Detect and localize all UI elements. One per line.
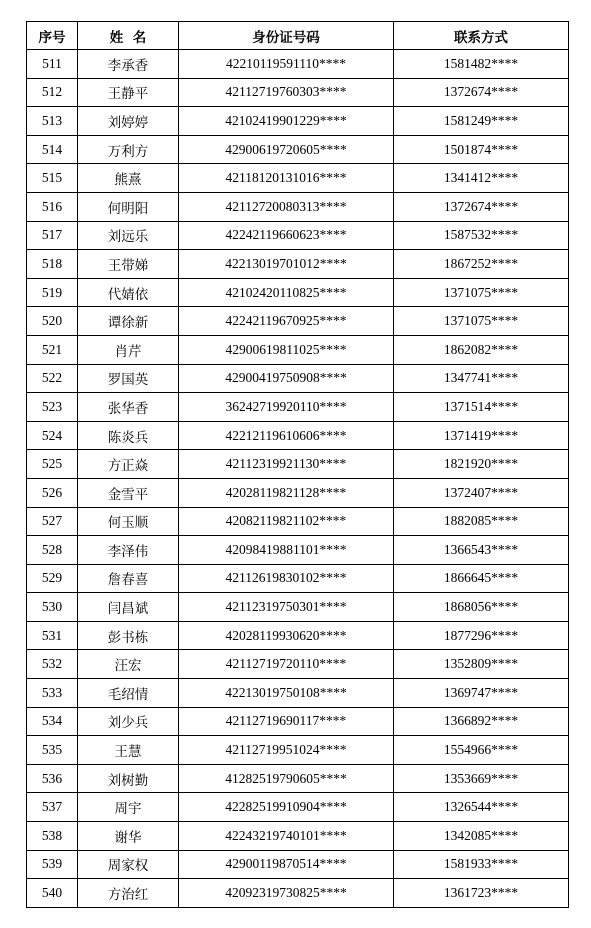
header-seq: 序号 — [27, 22, 78, 50]
id-number-cell: 42243219740101**** — [179, 822, 394, 851]
id-number-cell: 42112719951024**** — [179, 736, 394, 765]
contact-cell: 1372674**** — [394, 78, 569, 107]
table-row — [27, 564, 569, 593]
contact-cell: 1581933**** — [394, 850, 569, 879]
table-row — [27, 335, 569, 364]
seq-cell: 524 — [27, 421, 78, 450]
table-row — [27, 650, 569, 679]
contact-cell: 1554966**** — [394, 736, 569, 765]
name-cell: 李承香 — [78, 50, 179, 79]
contact-cell: 1587532**** — [394, 221, 569, 250]
id-number-cell: 42092319730825**** — [179, 879, 394, 908]
contact-cell: 1867252**** — [394, 250, 569, 279]
contact-cell: 1371075**** — [394, 278, 569, 307]
header-name: 姓 名 — [78, 22, 179, 50]
seq-cell: 515 — [27, 164, 78, 193]
name-cell: 谭徐新 — [78, 307, 179, 336]
table-row — [27, 421, 569, 450]
contact-cell: 1371075**** — [394, 307, 569, 336]
id-number-cell: 42102419901229**** — [179, 107, 394, 136]
table-row — [27, 707, 569, 736]
contact-cell: 1371419**** — [394, 421, 569, 450]
id-number-cell: 42213019750108**** — [179, 679, 394, 708]
seq-cell: 525 — [27, 450, 78, 479]
table-row — [27, 278, 569, 307]
name-cell: 何玉顺 — [78, 507, 179, 536]
name-cell: 肖芹 — [78, 335, 179, 364]
seq-cell: 516 — [27, 192, 78, 221]
table-row — [27, 50, 569, 79]
id-number-cell: 42028119821128**** — [179, 478, 394, 507]
id-number-cell: 42082119821102**** — [179, 507, 394, 536]
seq-cell: 511 — [27, 50, 78, 79]
contact-cell: 1882085**** — [394, 507, 569, 536]
id-number-cell: 42112319750301**** — [179, 593, 394, 622]
seq-cell: 537 — [27, 793, 78, 822]
seq-cell: 512 — [27, 78, 78, 107]
table-row — [27, 450, 569, 479]
contact-cell: 1353669**** — [394, 764, 569, 793]
table-row — [27, 679, 569, 708]
seq-cell: 523 — [27, 393, 78, 422]
seq-cell: 539 — [27, 850, 78, 879]
name-cell: 刘少兵 — [78, 707, 179, 736]
contact-cell: 1372407**** — [394, 478, 569, 507]
seq-cell: 530 — [27, 593, 78, 622]
name-cell: 刘远乐 — [78, 221, 179, 250]
id-number-cell: 36242719920110**** — [179, 393, 394, 422]
name-cell: 汪宏 — [78, 650, 179, 679]
table-row — [27, 850, 569, 879]
name-cell: 陈炎兵 — [78, 421, 179, 450]
name-cell: 熊熹 — [78, 164, 179, 193]
table-header — [27, 22, 569, 50]
id-number-cell: 42112319921130**** — [179, 450, 394, 479]
name-cell: 李泽伟 — [78, 536, 179, 565]
id-number-cell: 42212119610606**** — [179, 421, 394, 450]
contact-cell: 1372674**** — [394, 192, 569, 221]
id-number-cell: 42118120131016**** — [179, 164, 394, 193]
name-cell: 周家权 — [78, 850, 179, 879]
id-number-cell: 42210119591110**** — [179, 50, 394, 79]
id-number-cell: 42112719720110**** — [179, 650, 394, 679]
table-row — [27, 135, 569, 164]
seq-cell: 518 — [27, 250, 78, 279]
table-row — [27, 507, 569, 536]
table-row — [27, 764, 569, 793]
contact-cell: 1342085**** — [394, 822, 569, 851]
name-cell: 谢华 — [78, 822, 179, 851]
seq-cell: 519 — [27, 278, 78, 307]
table-row — [27, 822, 569, 851]
contact-cell: 1352809**** — [394, 650, 569, 679]
id-number-cell: 42242119670925**** — [179, 307, 394, 336]
seq-cell: 522 — [27, 364, 78, 393]
contact-cell: 1862082**** — [394, 335, 569, 364]
seq-cell: 533 — [27, 679, 78, 708]
name-cell: 方治红 — [78, 879, 179, 908]
id-number-cell: 42900419750908**** — [179, 364, 394, 393]
contact-cell: 1369747**** — [394, 679, 569, 708]
contact-cell: 1581249**** — [394, 107, 569, 136]
seq-cell: 520 — [27, 307, 78, 336]
seq-cell: 534 — [27, 707, 78, 736]
name-cell: 刘婷婷 — [78, 107, 179, 136]
name-cell: 罗国英 — [78, 364, 179, 393]
contact-cell: 1371514**** — [394, 393, 569, 422]
name-cell: 毛绍情 — [78, 679, 179, 708]
table-row — [27, 879, 569, 908]
id-number-cell: 42112719690117**** — [179, 707, 394, 736]
contact-cell: 1366543**** — [394, 536, 569, 565]
name-cell: 方正焱 — [78, 450, 179, 479]
table-row — [27, 536, 569, 565]
contact-cell: 1347741**** — [394, 364, 569, 393]
seq-cell: 532 — [27, 650, 78, 679]
name-cell: 代婧依 — [78, 278, 179, 307]
contact-cell: 1581482**** — [394, 50, 569, 79]
name-cell: 王带娣 — [78, 250, 179, 279]
table-row — [27, 192, 569, 221]
table-row — [27, 307, 569, 336]
table-row — [27, 107, 569, 136]
contact-cell: 1877296**** — [394, 621, 569, 650]
id-number-cell: 42112619830102**** — [179, 564, 394, 593]
table-row — [27, 78, 569, 107]
contact-cell: 1361723**** — [394, 879, 569, 908]
name-cell: 詹春喜 — [78, 564, 179, 593]
seq-cell: 531 — [27, 621, 78, 650]
contact-cell: 1341412**** — [394, 164, 569, 193]
name-cell: 闫昌斌 — [78, 593, 179, 622]
contact-cell: 1501874**** — [394, 135, 569, 164]
table-row — [27, 621, 569, 650]
name-cell: 刘树勤 — [78, 764, 179, 793]
table-row — [27, 364, 569, 393]
contact-cell: 1866645**** — [394, 564, 569, 593]
seq-cell: 528 — [27, 536, 78, 565]
id-number-cell: 42213019701012**** — [179, 250, 394, 279]
seq-cell: 514 — [27, 135, 78, 164]
table-row — [27, 593, 569, 622]
seq-cell: 535 — [27, 736, 78, 765]
id-number-cell: 42112720080313**** — [179, 192, 394, 221]
id-number-cell: 42102420110825**** — [179, 278, 394, 307]
name-cell: 王静平 — [78, 78, 179, 107]
id-number-cell: 42098419881101**** — [179, 536, 394, 565]
contact-cell: 1326544**** — [394, 793, 569, 822]
seq-cell: 521 — [27, 335, 78, 364]
name-cell: 王慧 — [78, 736, 179, 765]
id-number-cell: 42282519910904**** — [179, 793, 394, 822]
id-number-cell: 42112719760303**** — [179, 78, 394, 107]
seq-cell: 513 — [27, 107, 78, 136]
table-body — [27, 50, 569, 908]
name-cell: 万利方 — [78, 135, 179, 164]
id-number-cell: 42900119870514**** — [179, 850, 394, 879]
seq-cell: 527 — [27, 507, 78, 536]
seq-cell: 526 — [27, 478, 78, 507]
table-row — [27, 793, 569, 822]
table-row — [27, 478, 569, 507]
id-number-cell: 42242119660623**** — [179, 221, 394, 250]
seq-cell: 538 — [27, 822, 78, 851]
header-id-number: 身份证号码 — [179, 22, 394, 50]
id-number-cell: 42900619811025**** — [179, 335, 394, 364]
seq-cell: 540 — [27, 879, 78, 908]
table-row — [27, 393, 569, 422]
name-cell: 何明阳 — [78, 192, 179, 221]
id-number-cell: 42028119930620**** — [179, 621, 394, 650]
contact-cell: 1366892**** — [394, 707, 569, 736]
contact-cell: 1868056**** — [394, 593, 569, 622]
name-cell: 张华香 — [78, 393, 179, 422]
seq-cell: 536 — [27, 764, 78, 793]
name-cell: 金雪平 — [78, 478, 179, 507]
table-row — [27, 250, 569, 279]
id-number-cell: 42900619720605**** — [179, 135, 394, 164]
table-row — [27, 736, 569, 765]
table-row — [27, 221, 569, 250]
name-cell: 彭书栋 — [78, 621, 179, 650]
name-cell: 周宇 — [78, 793, 179, 822]
roster-table — [26, 21, 569, 908]
id-number-cell: 41282519790605**** — [179, 764, 394, 793]
header-contact: 联系方式 — [394, 22, 569, 50]
header-row — [27, 22, 569, 50]
seq-cell: 517 — [27, 221, 78, 250]
table-row — [27, 164, 569, 193]
seq-cell: 529 — [27, 564, 78, 593]
contact-cell: 1821920**** — [394, 450, 569, 479]
